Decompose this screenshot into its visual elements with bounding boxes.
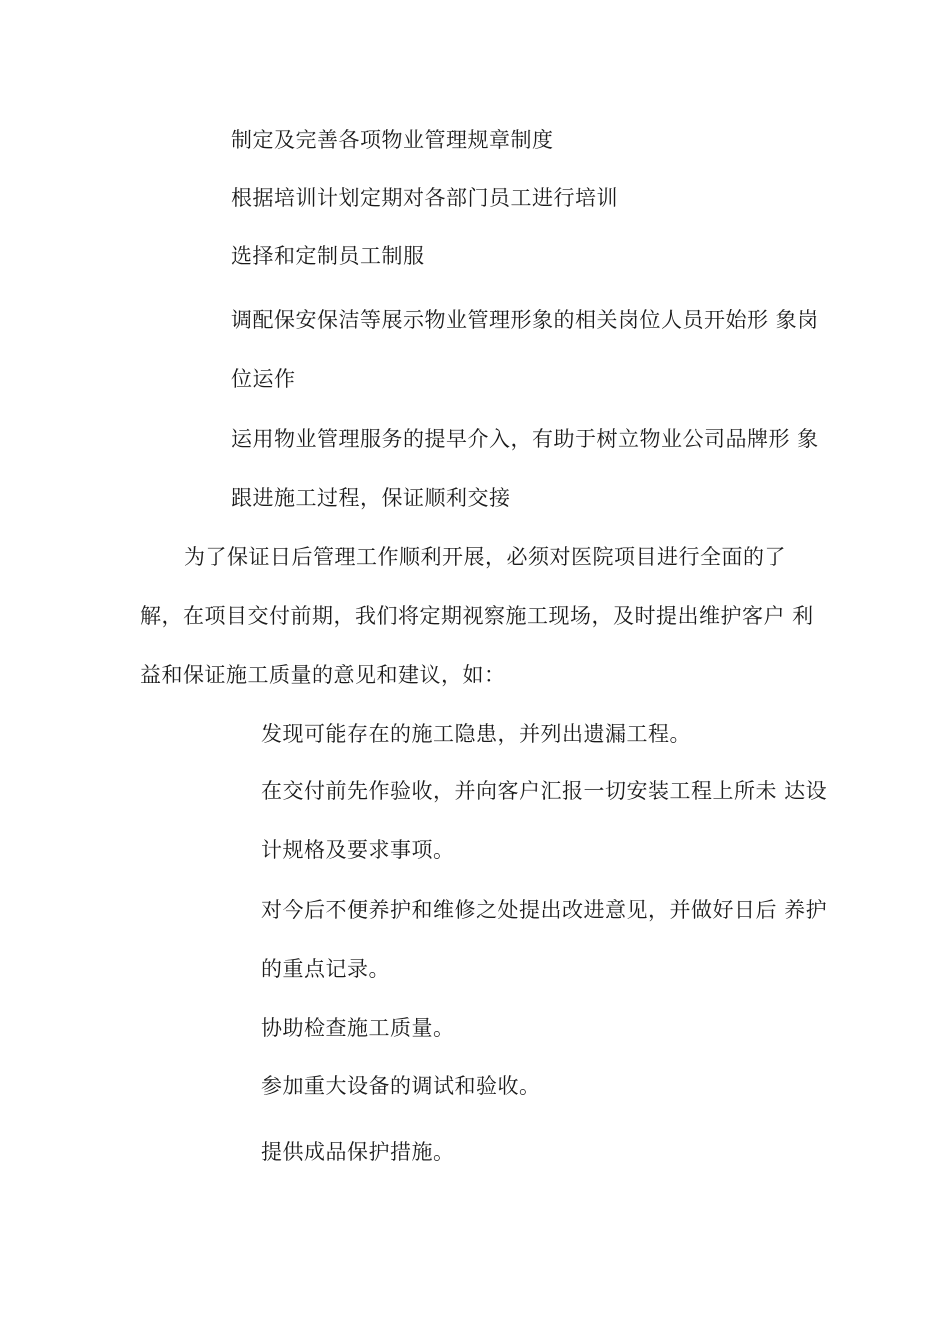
list-item: 参加重大设备的调试和验收。 [261,1074,541,1098]
list-item: 提供成品保护措施。 [261,1140,455,1164]
list-item: 调配保安保洁等展示物业管理形象的相关岗位人员开始形 象岗 [231,308,819,332]
list-item: 运用物业管理服务的提早介入，有助于树立物业公司品牌形 象 [231,427,819,451]
list-item: 根据培训计划定期对各部门员工进行培训 [231,186,618,210]
list-item: 发现可能存在的施工隐患，并列出遗漏工程。 [261,722,691,746]
list-item: 选择和定制员工制服 [231,244,425,268]
list-item: 跟进施工过程，保证顺利交接 [231,486,511,510]
list-item: 协助检查施工质量。 [261,1016,455,1040]
list-item: 在交付前先作验收，并向客户汇报一切安装工程上所未 达设 [261,779,828,803]
paragraph-line: 益和保证施工质量的意见和建议，如： [140,663,506,687]
list-item-continuation: 位运作 [231,367,296,391]
paragraph-line: 解，在项目交付前期，我们将定期视察施工现场，及时提出维护客户 利 [140,604,814,628]
list-item-continuation: 计规格及要求事项。 [261,838,455,862]
list-item: 制定及完善各项物业管理规章制度 [231,128,554,152]
list-item-continuation: 的重点记录。 [261,957,390,981]
paragraph-line: 为了保证日后管理工作顺利开展，必须对医院项目进行全面的了 [184,545,786,569]
list-item: 对今后不便养护和维修之处提出改进意见，并做好日后 养护 [261,898,828,922]
